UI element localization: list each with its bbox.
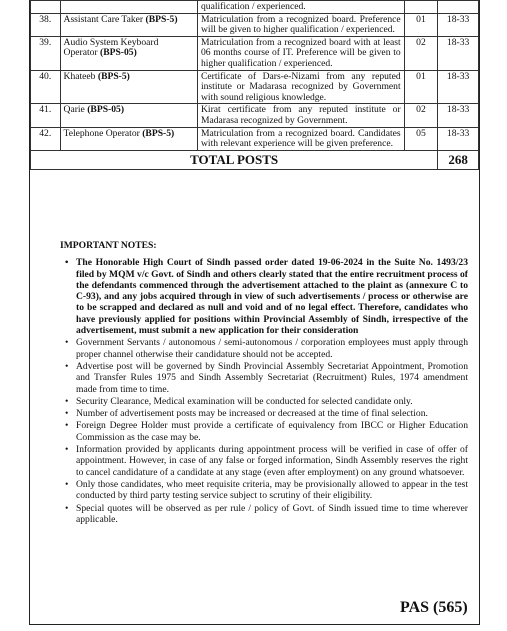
list-item: • Only those candidates, who meet requisite criteria, may be provisionally allowed to appear in the test conducted by third party testing service subject to scrutiny of their eligibility. bbox=[76, 479, 468, 502]
post-name: Assistant Care Taker (BPS-5) bbox=[60, 13, 197, 36]
list-item: • Number of advertisement posts may be increased or decreased at the time of final selection. bbox=[76, 408, 468, 419]
qualification-cell: Certificate of Dars-e-Nizami from any reputed institute or Madarasa recognized by Government with sound religious knowledge. bbox=[197, 70, 404, 104]
age-limit: 18-33 bbox=[438, 70, 479, 104]
qualification-cell: Matriculation from a recognized board. Candidates with relevant experience will be given preference. bbox=[197, 127, 404, 150]
serial-number: 40. bbox=[31, 70, 61, 104]
list-item: • Government Servants / autonomous / semi-autonomous / corporation employees must apply through proper channel otherwise their candidature should not be accepted. bbox=[76, 337, 468, 360]
age-limit: 18-33 bbox=[438, 13, 479, 36]
list-item: • Foreign Degree Holder must provide a certificate of equivalency from IBCC or Higher Education Commission as the case may be. bbox=[76, 420, 468, 443]
total-posts-value: 268 bbox=[438, 150, 479, 169]
list-item: • Advertise post will be governed by Sindh Provincial Assembly Secretariat Appointment, Promotion and Transfer Rules 1975 and Sindh Assembly Secretariat (Recruitment) Rules, 1974 amendment made from time to time. bbox=[76, 361, 468, 395]
posts-count: 02 bbox=[404, 36, 438, 70]
total-posts-label: TOTAL POSTS bbox=[31, 150, 438, 169]
document-page bbox=[29, 0, 480, 625]
post-name bbox=[60, 1, 197, 14]
posts-count: 01 bbox=[404, 13, 438, 36]
table-row bbox=[31, 1, 479, 14]
qualification-cell: Matriculation from a recognized board. Preference will be given to higher qualification / experienced. bbox=[197, 13, 404, 36]
table-row bbox=[31, 70, 479, 104]
serial-number: 42. bbox=[31, 127, 61, 150]
qualification-cell: qualification / experienced. bbox=[197, 1, 404, 14]
serial-number: 38. bbox=[31, 13, 61, 36]
serial-number: 41. bbox=[31, 104, 61, 127]
list-item: • Information provided by applicants during appointment process will be verified in case of offer of appointment. However, in case of any false or forged information, Sindh Assembly reserves the right to cancel candidature of a candidate at any stage (even after employment) on any ground whatsoever. bbox=[76, 444, 468, 478]
table-row bbox=[31, 104, 479, 127]
age-limit: 18-33 bbox=[438, 36, 479, 70]
table-row bbox=[31, 13, 479, 36]
total-row bbox=[31, 150, 479, 169]
qualification-cell: Kirat certificate from any reputed institute or Madarasa recognized by Government. bbox=[197, 104, 404, 127]
list-item: • Special quotes will be observed as per rule / policy of Govt. of Sindh issued time to time wherever applicable. bbox=[76, 503, 468, 526]
list-item: • The Honorable High Court of Sindh passed order dated 19-06-2024 in the Suite No. 1493/23 filed by MQM v/c Govt. of Sindh and others clearly stated that the entire recruitment process of the defendants commenced through the advertisement attached to the plaint as (annexure C to C-93), and any jobs acquired through in view of such advertisements / process or otherwise are to be scrapped and declared as null and void and of no legal effect. Therefore, candidates who have previously applied for positions within Provincial Assembly of Sindh, irrespective of the advertisement, must submit a new application for their consideration bbox=[76, 257, 468, 336]
posts-count: 02 bbox=[404, 104, 438, 127]
list-item: • Security Clearance, Medical examination will be conducted for selected candidate only. bbox=[76, 396, 468, 407]
posts-table bbox=[30, 0, 479, 170]
post-name: Qarie (BPS-05) bbox=[60, 104, 197, 127]
notes-title: IMPORTANT NOTES: bbox=[60, 240, 157, 251]
post-name: Khateeb (BPS-5) bbox=[60, 70, 197, 104]
age-limit: 18-33 bbox=[438, 104, 479, 127]
important-notes bbox=[60, 240, 468, 526]
post-name: Telephone Operator (BPS-5) bbox=[60, 127, 197, 150]
notes-list bbox=[60, 257, 468, 525]
posts-count: 01 bbox=[404, 70, 438, 104]
posts-count bbox=[404, 1, 438, 14]
table-row bbox=[31, 127, 479, 150]
qualification-cell: Matriculation from a recognized board with at least 06 months course of IT. Preference will be given to higher qualification / experienced. bbox=[197, 36, 404, 70]
age-limit bbox=[438, 1, 479, 14]
serial-number: 39. bbox=[31, 36, 61, 70]
table-row bbox=[31, 36, 479, 70]
serial-number bbox=[31, 1, 61, 14]
age-limit: 18-33 bbox=[438, 127, 479, 150]
posts-count: 05 bbox=[404, 127, 438, 150]
advertisement-code: PAS (565) bbox=[400, 599, 468, 616]
post-name: Audio System Keyboard Operator (BPS-05) bbox=[60, 36, 197, 70]
